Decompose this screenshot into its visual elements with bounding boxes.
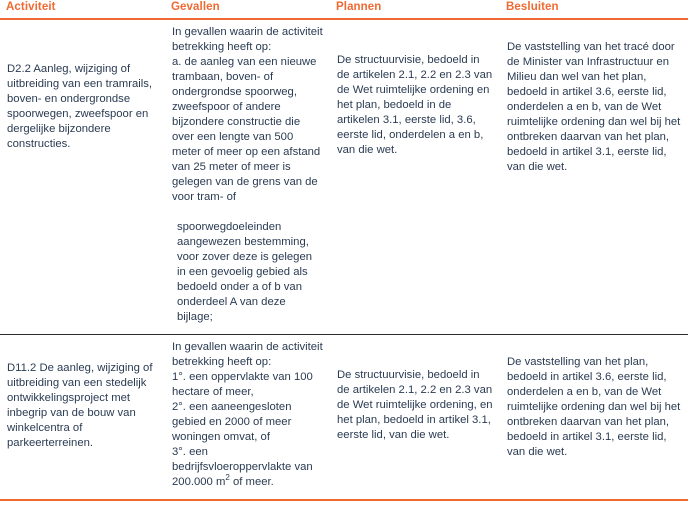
column-header-activiteit: Activiteit xyxy=(0,0,165,19)
gevallen-item-3-suffix: of meer. xyxy=(229,476,274,488)
cell-besluiten xyxy=(500,335,688,501)
activiteit-text: D2.2 Aanleg, wijziging of uitbreiding van een tramrails, boven- en ondergrondse spoorwegen, zweefspoor en dergelijke bijzondere constructies. xyxy=(7,63,153,150)
plannen-text: De structuurvisie, bedoeld in de artikelen 2.1, 2.2 en 2.3 van de Wet ruimtelijke ordening en het plan, bedoeld in de artikelen 3.1, eerste lid, 3.6, eerste lid, onderdelen a en b, van die wet. xyxy=(337,54,493,156)
column-header-gevallen: Gevallen xyxy=(165,0,330,19)
gevallen-item-3 xyxy=(172,445,323,490)
activiteit-text: D11.2 De aanleg, wijziging of uitbreiding van een stedelijk ontwikkelingsproject met inbegrip van de bouw van winkelcentra of parkeerterreinen. xyxy=(7,362,153,449)
gevallen-item-a: a. de aanleg van een nieuwe trambaan, boven- of ondergrondse spoorweg, zweefspoor of andere bijzondere constructie die over een lengte van 500 meter of meer op een afstand van 25 meter of meer is gelegen van de grens van de voor tram- of xyxy=(172,56,321,203)
besluiten-text: De vaststelling van het tracé door de Minister van Infrastructuur en Milieu dan wel van het plan, bedoeld in artikel 3.6, eerste lid, onderdelen a en b, van de Wet ruimtelijke ordening dan wel bij het ontbreken daarvan van het plan, bedoeld in artikel 3.1, eerste lid, van die wet. xyxy=(507,41,681,173)
table-header-row xyxy=(0,0,688,19)
table-row xyxy=(0,19,688,335)
gevallen-intro: In gevallen waarin de activiteit betrekking heeft op: xyxy=(172,341,323,368)
gevallen-intro: In gevallen waarin de activiteit betrekking heeft op: xyxy=(172,26,323,53)
gevallen-item-2: 2°. een aaneengesloten gebied en 2000 of meer woningen omvat, of xyxy=(172,401,292,443)
column-header-plannen: Plannen xyxy=(330,0,500,19)
cell-plannen xyxy=(330,335,500,501)
square-meter-superscript: 2 xyxy=(225,473,230,483)
gevallen-item-1: 1°. een oppervlakte van 100 hectare of meer, xyxy=(172,371,313,398)
gevallen-item-a-continued: spoorwegdoeleinden aangewezen bestemming, voor zover deze is gelegen in een gevoelig gebied als bedoeld onder a of b van onderdeel A van deze bijlage; xyxy=(177,221,313,323)
table-row xyxy=(0,335,688,501)
column-header-besluiten: Besluiten xyxy=(500,0,688,19)
cell-plannen xyxy=(330,19,500,335)
gevallen-item-3-text: 3°. een bedrijfsvloeroppervlakte van 200.000 m xyxy=(172,446,313,488)
cell-besluiten xyxy=(500,19,688,335)
besluiten-text: De vaststelling van het plan, bedoeld in artikel 3.6, eerste lid, onderdelen a en b, van de Wet ruimtelijke ordening dan wel bij het ontbreken daarvan van het plan, bedoeld in artikel 3.1, eerste lid, van die wet. xyxy=(507,356,681,458)
cell-activiteit xyxy=(0,335,165,501)
cell-activiteit xyxy=(0,19,165,335)
cell-gevallen xyxy=(165,335,330,501)
cell-gevallen xyxy=(165,19,330,335)
plannen-text: De structuurvisie, bedoeld in de artikelen 2.1, 2.2 en 2.3 van de Wet ruimtelijke ordening, en het plan, bedoeld in artikel 3.1, eerste lid, van die wet. xyxy=(337,369,493,441)
